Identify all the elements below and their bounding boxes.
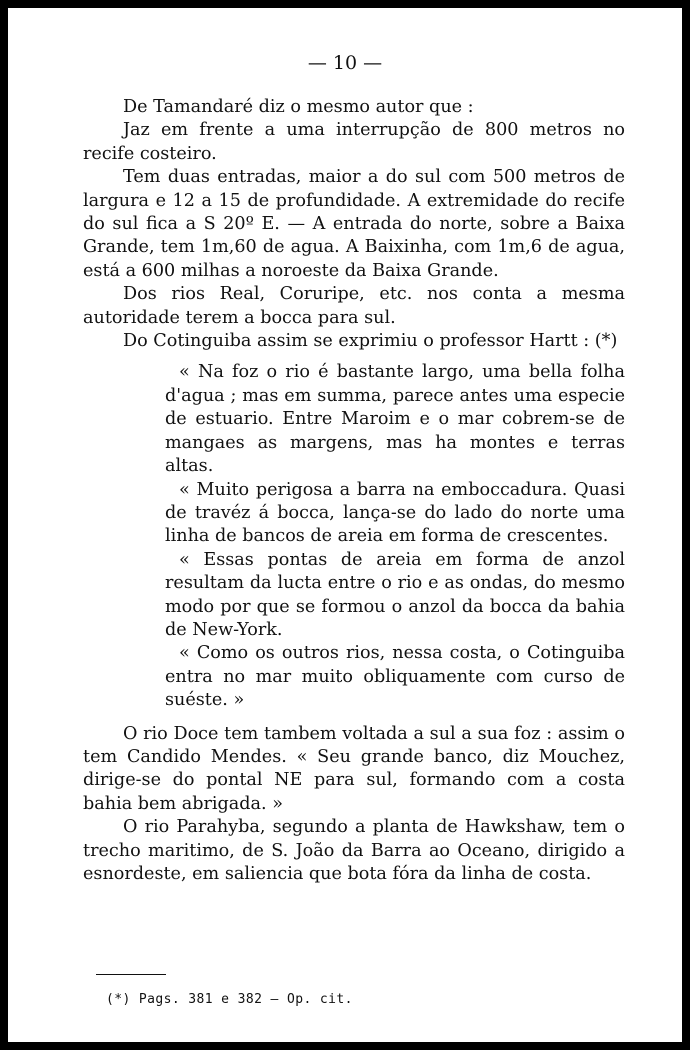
footnote-divider bbox=[96, 974, 166, 975]
paragraph-cotinguiba-intro: Do Cotinguiba assim se exprimiu o professor Hartt : (*) bbox=[123, 331, 618, 352]
paragraph-recife-interruption: Jaz em frente a uma interrupção de 800 metros no recife costeiro. bbox=[83, 120, 625, 164]
paragraph-two-entrances: Tem duas entradas, maior a do sul com 500 metros de largura e 12 a 15 de profundidade. A extremidade do recife do sul fica a S 20º E. — A entrada do norte, sobre a Baixa Grande, tem 1m,60 de agua. A Baixinha, com 1m,6 de agua, está a 600 milhas a noroeste da Baixa Grande. bbox=[83, 167, 625, 281]
quote-paragraph-outros-rios: « Como os outros rios, nessa costa, o Cotinguiba entra no mar muito obliquamente com curso de suéste. » bbox=[165, 643, 625, 711]
paragraph-rio-parahyba: O rio Parahyba, segundo a planta de Hawkshaw, tem o trecho maritimo, de S. João da Barra ao Oceano, dirigido a esnordeste, em saliencia que bota fóra da linha de costa. bbox=[83, 817, 625, 884]
document-page bbox=[8, 8, 682, 1042]
paragraph-rio-doce: O rio Doce tem tambem voltada a sul a sua foz : assim o tem Candido Mendes. « Seu grande banco, diz Mouchez, dirige-se do pontal NE para sul, formando com a costa bahia bem abrigada. » bbox=[83, 723, 625, 814]
body-text bbox=[83, 96, 625, 886]
paragraph-tamandare-intro: De Tamandaré diz o mesmo autor que : bbox=[123, 97, 474, 117]
quote-paragraph-pontas-areia: « Essas pontas de areia em forma de anzol resultam da lucta entre o rio e as ondas, do mesmo modo por que se formou o anzol da bocca da bahia de New-York. bbox=[165, 549, 625, 640]
paragraph-rios-real-coruripe: Dos rios Real, Coruripe, etc. nos conta a mesma autoridade terem a bocca para sul. bbox=[83, 284, 625, 328]
quote-paragraph-foz: « Na foz o rio é bastante largo, uma bella folha d'agua ; mas em summa, parece antes uma especie de estuario. Entre Maroim e o mar cobrem-se de mangaes as margens, mas ha montes e terras altas. bbox=[165, 362, 625, 477]
quote-paragraph-barra: « Muito perigosa a barra na emboccadura. Quasi de travéz á bocca, lança-se do lado do norte uma linha de bancos de areia em forma de crescentes. bbox=[165, 479, 625, 547]
hartt-quote bbox=[165, 361, 625, 712]
footnote: (*) Pags. 381 e 382 — Op. cit. bbox=[106, 992, 353, 1007]
page-number: — 10 — bbox=[307, 52, 383, 74]
